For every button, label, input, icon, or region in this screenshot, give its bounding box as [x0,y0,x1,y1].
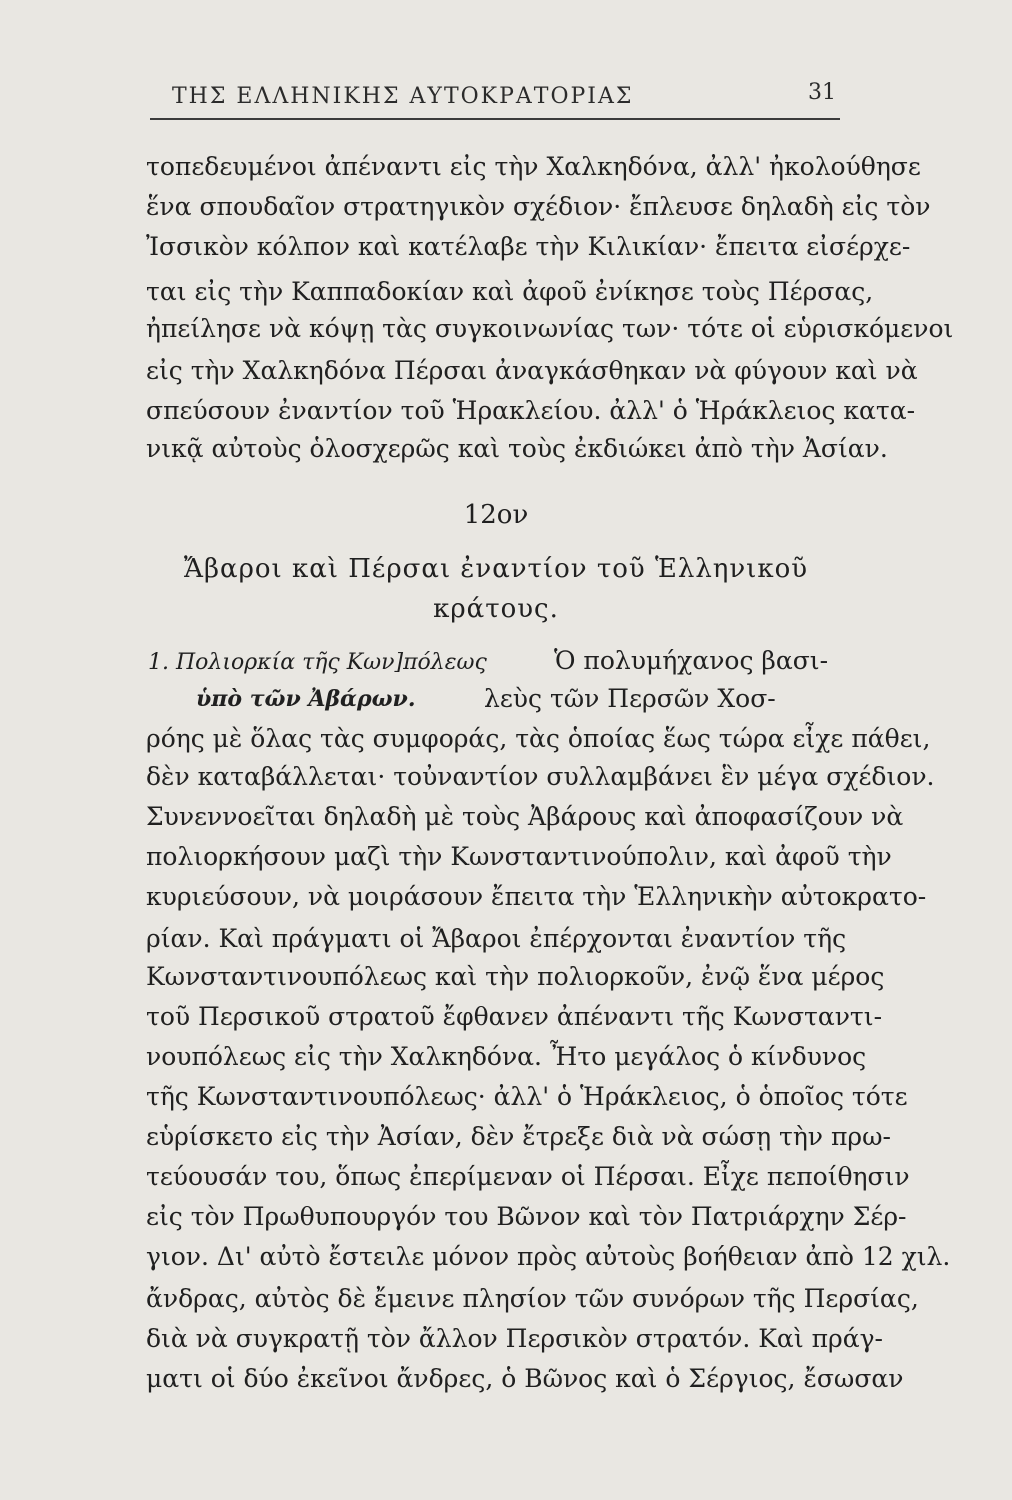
header-rule [150,118,840,120]
text-line: Ἰσσικὸν κόλπον καὶ κατέλαβε τὴν Κιλικίαν· ἔπειτα εἰσέρχε- [146,232,911,261]
section-title-line2: κράτους. [433,594,559,624]
text-line: τεύουσάν του, ὅπως ἐπερίμεναν οἱ Πέρσαι. Εἶχε πεποίθησιν [146,1162,910,1191]
text-line: εὑρίσκετο εἰς τὴν Ἀσίαν, δὲν ἔτρεξε διὰ νὰ σώσῃ τὴν πρω- [146,1122,891,1151]
running-header-title: ΤΗΣ ΕΛΛΗΝΙΚΗΣ ΑΥΤΟΚΡΑΤΟΡΙΑΣ [172,84,634,109]
text-line: νικᾷ αὐτοὺς ὁλοσχερῶς καὶ τοὺς ἐκδιώκει ἀπὸ τὴν Ἀσίαν. [146,434,888,463]
text-line: εἰς τὸν Πρωθυπουργόν του Βῶνον καὶ τὸν Πατριάρχην Σέρ- [146,1202,907,1231]
text-line: γιον. Δι' αὐτὸ ἔστειλε μόνον πρὸς αὐτοὺς βοήθειαν ἀπὸ 12 χιλ. [146,1242,951,1271]
text-line: εἰς τὴν Χαλκηδόνα Πέρσαι ἀναγκάσθηκαν νὰ φύγουν καὶ νὰ [146,356,918,385]
text-line: σπεύσουν ἐναντίον τοῦ Ἡρακλείου. ἀλλ' ὁ Ἡράκλειος κατα- [146,396,916,425]
text-line: τοπεδευμένοι ἀπέναντι εἰς τὴν Χαλκηδόνα, ἀλλ' ἠκολούθησε [146,152,921,181]
text-line: διὰ νὰ συγκρατῇ τὸν ἄλλον Περσικὸν στρατόν. Καὶ πράγ- [146,1324,883,1353]
marginal-heading-line1: 1. Πολιορκία τῆς Κων]πόλεως [148,650,487,675]
text-line: πολιορκήσουν μαζὶ τὴν Κωνσταντινούπολιν, καὶ ἀφοῦ τὴν [146,842,892,871]
text-line: τῆς Κωνσταντινουπόλεως· ἀλλ' ὁ Ἡράκλειος, ὁ ὁποῖος τότε [146,1082,908,1111]
text-line: ρίαν. Καὶ πράγματι οἱ Ἄβαροι ἐπέρχονται ἐναντίον τῆς [146,924,847,953]
running-header [150,78,836,118]
text-line: δὲν καταβάλλεται· τοὐναντίον συλλαμβάνει ἓν μέγα σχέδιον. [146,762,935,791]
text-line: ματι οἱ δύο ἐκεῖνοι ἄνδρες, ὁ Βῶνος καὶ ὁ Σέργιος, ἔσωσαν [146,1364,904,1393]
section-title-line1: Ἄβαροι καὶ Πέρσαι ἐναντίον τοῦ Ἑλληνικοῦ [183,554,809,584]
text-line: κυριεύσουν, νὰ μοιράσουν ἔπειτα τὴν Ἑλληνικὴν αὐτοκρατο- [146,882,927,911]
text-line: Συνεννοεῖται δηλαδὴ μὲ τοὺς Ἀβάρους καὶ ἀποφασίζουν νὰ [146,802,904,831]
text-line: ἄνδρας, αὐτὸς δὲ ἔμεινε πλησίον τῶν συνόρων τῆς Περσίας, [146,1284,919,1313]
text-line: τοῦ Περσικοῦ στρατοῦ ἔφθανεν ἀπέναντι τῆς Κωνσταντι- [146,1002,883,1031]
side-text-line2: λεὺς τῶν Περσῶν Χοσ- [484,684,776,713]
section-number: 12ον [463,500,529,530]
side-text-line1: Ὁ πολυμήχανος βασι- [554,646,829,675]
page-number: 31 [808,80,836,105]
text-line: ρόης μὲ ὅλας τὰς συμφοράς, τὰς ὁποίας ἕως τώρα εἶχε πάθει, [146,724,931,753]
text-line: ἠπείλησε νὰ κόψῃ τὰς συγκοινωνίας των· τότε οἱ εὑρισκόμενοι [146,314,954,343]
text-line: ἕνα σπουδαῖον στρατηγικὸν σχέδιον· ἔπλευσε δηλαδὴ εἰς τὸν [146,192,931,221]
text-line: Κωνσταντινουπόλεως καὶ τὴν πολιορκοῦν, ἐνῷ ἕνα μέρος [146,962,885,991]
marginal-heading-line2: ὑπὸ τῶν Ἀβάρων. [196,686,416,712]
text-line: νουπόλεως εἰς τὴν Χαλκηδόνα. Ἦτο μεγάλος ὁ κίνδυνος [146,1042,867,1071]
text-line: ται εἰς τὴν Καππαδοκίαν καὶ ἀφοῦ ἐνίκησε τοὺς Πέρσας, [146,277,874,306]
